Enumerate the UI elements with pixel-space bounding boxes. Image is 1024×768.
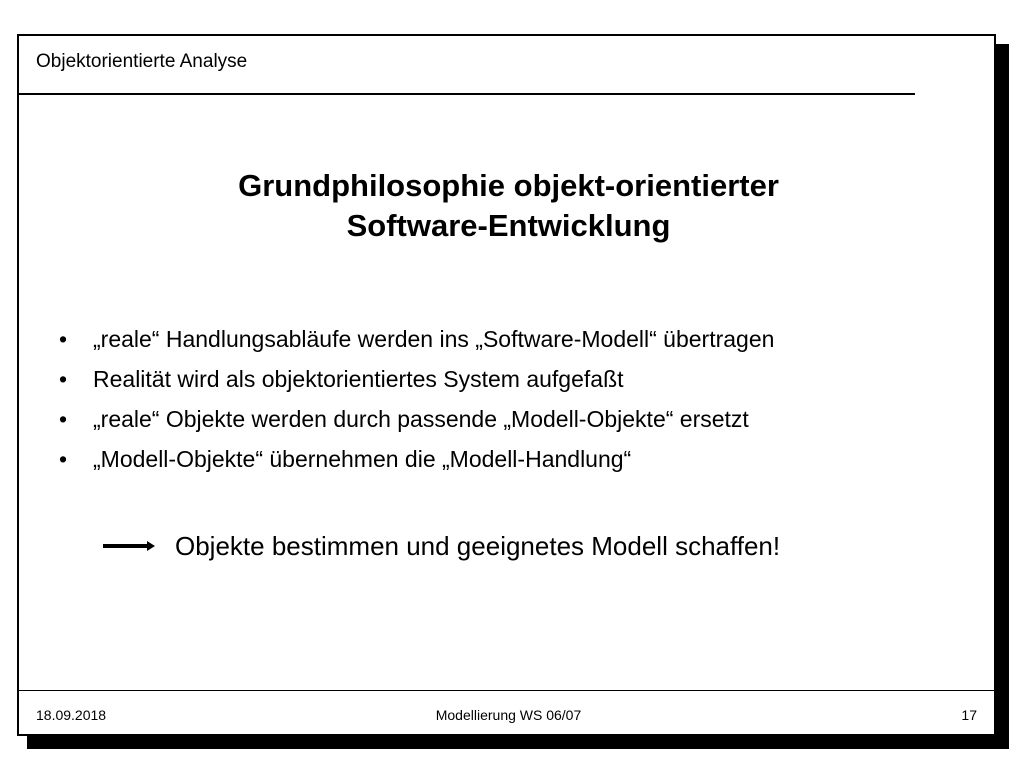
bullet-item [59,399,774,439]
bullet-item [59,319,774,359]
footer-page-number: 17 [961,707,977,723]
footer-course: Modellierung WS 06/07 [435,707,582,723]
bullet-item [59,439,774,479]
arrow-right-icon [103,540,155,552]
bullet-list [59,319,774,479]
bullet-text: „reale“ Objekte werden durch passende „Modell-Objekte“ ersetzt [93,406,749,432]
slide-title [19,166,998,246]
slide-title-line-2: Software-Entwicklung [346,208,671,243]
header-divider [19,93,915,95]
bullet-icon: • [59,326,68,352]
footer-divider [19,690,994,691]
bullet-text: Realität wird als objektorientiertes System aufgefaßt [93,366,624,392]
bullet-item [59,359,774,399]
footer-date: 18.09.2018 [36,707,107,723]
slide [17,34,996,736]
bullet-icon: • [59,446,68,472]
bullet-text: „reale“ Handlungsabläufe werden ins „Software-Modell“ übertragen [93,326,775,352]
bullet-text: „Modell-Objekte“ übernehmen die „Modell-Handlung“ [93,446,632,472]
bullet-icon: • [59,366,68,392]
slide-title-line-1: Grundphilosophie objekt-orientierter [238,168,779,203]
conclusion-text: Objekte bestimmen und geeignetes Modell schaffen! [175,531,781,561]
bullet-icon: • [59,406,68,432]
header-title: Objektorientierte Analyse [36,51,248,72]
